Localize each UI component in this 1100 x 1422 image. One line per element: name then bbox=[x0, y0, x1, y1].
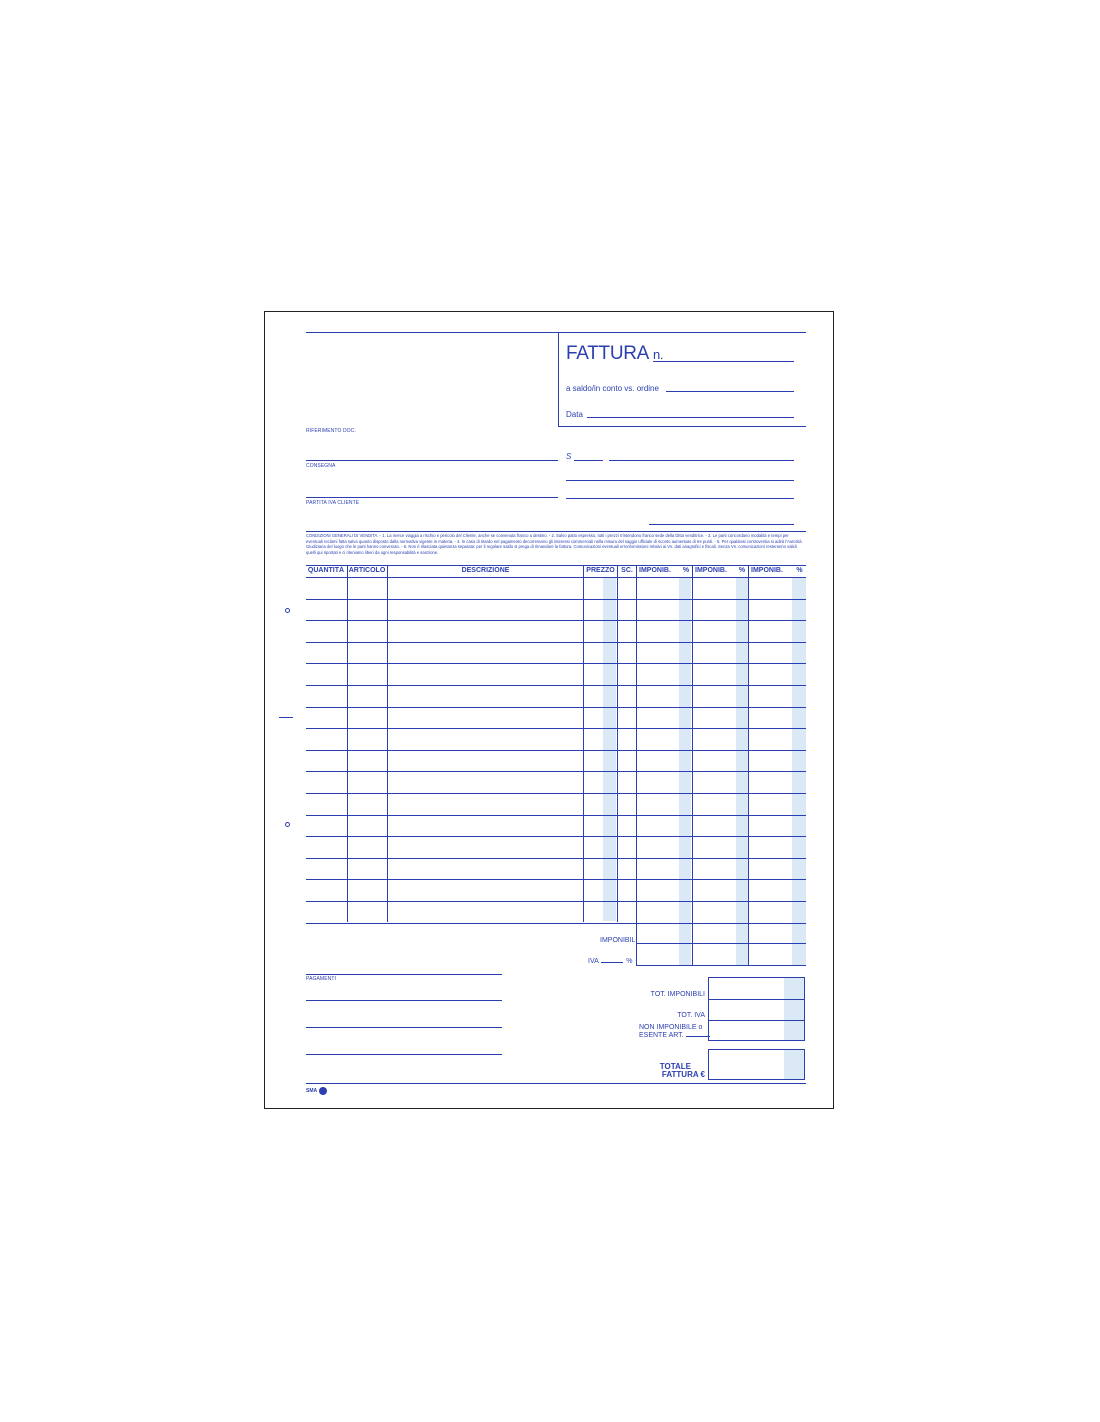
binder-hole-bottom bbox=[285, 822, 290, 827]
table-row[interactable] bbox=[306, 707, 806, 708]
header-bottom-rule bbox=[558, 426, 806, 427]
consegna-line[interactable] bbox=[306, 497, 558, 498]
vline-articolo bbox=[387, 565, 388, 922]
table-row[interactable] bbox=[306, 923, 806, 924]
non-imponibile-line-1: NON IMPONIBILE o bbox=[639, 1024, 703, 1031]
brand-logo bbox=[319, 1087, 327, 1095]
invoice-form bbox=[264, 311, 834, 1109]
vline-sconto bbox=[636, 565, 637, 966]
table-row[interactable] bbox=[306, 663, 806, 664]
fold-mark bbox=[279, 717, 293, 718]
vline-quantita bbox=[347, 565, 348, 922]
table-row[interactable] bbox=[306, 793, 806, 794]
totals-line-2 bbox=[709, 1020, 804, 1021]
header-divider bbox=[558, 332, 559, 427]
vline-imponib-2 bbox=[748, 565, 749, 966]
date-line[interactable] bbox=[587, 417, 794, 418]
esente-art-line[interactable] bbox=[686, 1036, 710, 1037]
partita-iva-label: PARTITA IVA CLIENTE bbox=[306, 500, 360, 506]
totale-line-2: FATTURA € bbox=[661, 1070, 705, 1079]
iva-label-row bbox=[588, 958, 633, 965]
table-row[interactable] bbox=[306, 750, 806, 751]
col-descrizione: DESCRIZIONE bbox=[461, 567, 510, 574]
binder-hole-top bbox=[285, 608, 290, 613]
col-perc-1: % bbox=[682, 567, 690, 574]
table-row[interactable] bbox=[306, 642, 806, 643]
vline-descrizione bbox=[583, 565, 584, 922]
table-row[interactable] bbox=[306, 836, 806, 837]
conditions-top-rule bbox=[306, 531, 806, 532]
tot-iva-label: TOT. IVA bbox=[677, 1012, 705, 1019]
col-articolo: ARTICOLO bbox=[348, 567, 386, 574]
col-prezzo: PREZZO bbox=[586, 567, 615, 574]
totals-box bbox=[708, 977, 805, 1041]
totals-line-1 bbox=[709, 999, 804, 1000]
iva-row-line bbox=[636, 965, 806, 966]
vline-prezzo bbox=[617, 565, 618, 922]
non-imponibile-label bbox=[639, 1024, 710, 1040]
conditions-text: CONDIZIONI GENERALI DI VENDITA. - 1. La merce viaggia a rischio e pericolo del Cliente, anche se convenuta franco a destino. - 2. Salvo patto espresso, tutti i prezzi s'intendono franco sede della Ditta venditrice. - 3. Le parti concordano modalità e tempi per eventuali reclami fatta salva quanto disposto dalla normativa vigente in materia. - 4. In caso di ritardo nel pagamento decorreranno gli interessi commerciali nella misura del saggio ufficiale di sconto aumentato di tre punti. - 5. Per qualsiasi controversia si adirà l'Autorità Giudiziaria del luogo che le parti hanno convenuto. - 6. Non è rilasciata quietanza separata: per il regolare saldo si prega di rimandare la fattura. Comunicazioni eventuali errori/omissioni relativi ai Vs. dati anagrafici e fiscali. Senza Vs. comunicazioni resteranno validi quelli qui riportati e ci riteniamo liberi da ogni responsabilità e sanzione. bbox=[306, 533, 802, 555]
order-label: a saldo/in conto vs. ordine bbox=[566, 384, 659, 393]
address-line-4[interactable] bbox=[649, 524, 794, 525]
imponibili-label: IMPONIBILI bbox=[600, 937, 638, 944]
non-imponibile-line-2: ESENTE ART. bbox=[639, 1032, 710, 1040]
imponibili-row-line bbox=[636, 943, 806, 944]
table-row[interactable] bbox=[306, 879, 806, 880]
pagamenti-line-2[interactable] bbox=[306, 1027, 502, 1028]
address-prefix: S bbox=[566, 452, 572, 461]
col-imponib-1: IMPONIB. bbox=[639, 567, 671, 574]
address-line-3[interactable] bbox=[566, 498, 794, 499]
table-header-rule bbox=[306, 577, 806, 578]
invoice-title bbox=[566, 343, 663, 365]
pagamenti-top-line bbox=[306, 974, 502, 975]
address-line-2[interactable] bbox=[566, 480, 794, 481]
col-sconto: SC. bbox=[621, 567, 633, 574]
riferimento-line[interactable] bbox=[306, 460, 558, 461]
col-imponib-3: IMPONIB. bbox=[751, 567, 783, 574]
tot-imponibili-label: TOT. IMPONIBILI bbox=[650, 991, 705, 998]
bottom-rule bbox=[306, 1083, 806, 1084]
date-label: Data bbox=[566, 410, 583, 419]
table-row[interactable] bbox=[306, 685, 806, 686]
items-table bbox=[306, 565, 806, 923]
table-row[interactable] bbox=[306, 728, 806, 729]
top-rule bbox=[306, 332, 806, 333]
col-perc-2: % bbox=[738, 567, 746, 574]
iva-label: IVA bbox=[588, 958, 599, 965]
title-suffix: n. bbox=[652, 347, 664, 362]
prezzo-shade bbox=[603, 577, 616, 921]
pagamenti-line-3[interactable] bbox=[306, 1054, 502, 1055]
table-top-rule bbox=[306, 565, 806, 566]
invoice-number-line[interactable] bbox=[653, 361, 794, 362]
totale-box[interactable] bbox=[708, 1049, 805, 1080]
vline-imponib-1 bbox=[692, 565, 693, 966]
table-row[interactable] bbox=[306, 815, 806, 816]
totale-label bbox=[635, 1063, 705, 1079]
footer-brand bbox=[306, 1087, 327, 1095]
iva-rate-line[interactable] bbox=[601, 962, 623, 963]
address-short-line[interactable] bbox=[574, 460, 603, 461]
col-perc-3: % bbox=[796, 567, 803, 574]
footer-code: SMA bbox=[306, 1088, 318, 1094]
title-text: FATTURA bbox=[566, 343, 648, 364]
totale-shade bbox=[784, 1050, 804, 1079]
totals-shade bbox=[784, 978, 804, 1040]
col-quantita: QUANTITÀ bbox=[307, 567, 345, 574]
address-line-1[interactable] bbox=[609, 460, 794, 461]
table-row[interactable] bbox=[306, 620, 806, 621]
pagamenti-label: PAGAMENTI bbox=[306, 976, 336, 982]
pagamenti-line-1[interactable] bbox=[306, 1000, 502, 1001]
iva-percent-label: % bbox=[626, 958, 633, 965]
table-row[interactable] bbox=[306, 858, 806, 859]
table-row[interactable] bbox=[306, 901, 806, 902]
consegna-label: CONSEGNA bbox=[306, 463, 336, 469]
order-line[interactable] bbox=[666, 391, 794, 392]
table-row[interactable] bbox=[306, 771, 806, 772]
totale-line-1: TOTALE bbox=[659, 1062, 691, 1071]
table-row[interactable] bbox=[306, 599, 806, 600]
col-imponib-2: IMPONIB. bbox=[695, 567, 727, 574]
riferimento-label: RIFERIMENTO DOC. bbox=[306, 428, 356, 434]
